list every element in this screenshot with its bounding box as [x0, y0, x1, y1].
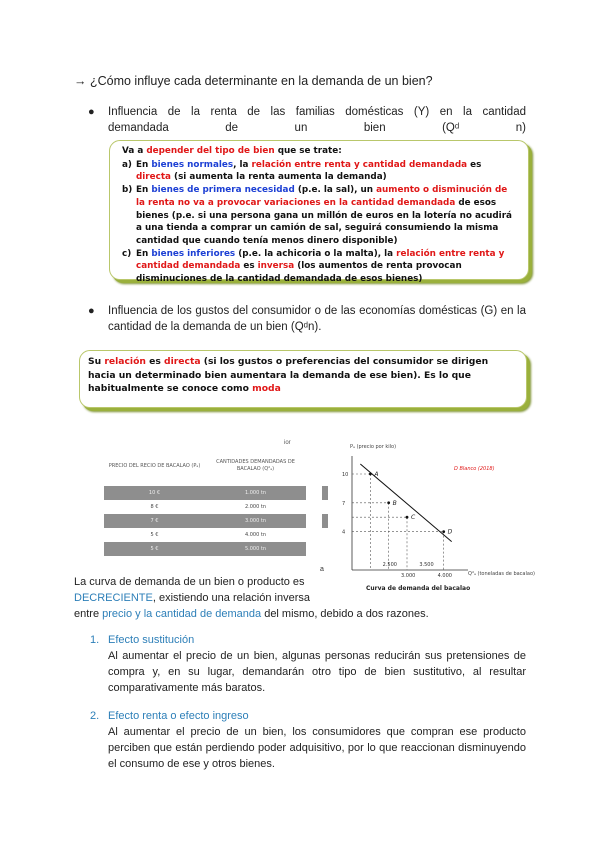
para-line3 — [74, 606, 544, 622]
data-point — [369, 473, 372, 476]
cell: 1.000 tn — [244, 490, 267, 496]
reason-2-title: Efecto renta o efecto ingreso — [108, 710, 249, 722]
para-line2 — [74, 590, 544, 606]
t: En — [136, 248, 152, 259]
t: (p.e. la achicoria o la malta), — [235, 248, 385, 259]
item-label: b) — [122, 185, 133, 196]
point-label: C — [411, 514, 416, 522]
t: Va a — [122, 146, 147, 156]
stray-letter: a — [320, 566, 324, 573]
t: relación entre renta y cantidad demandada — [136, 248, 505, 272]
chart-layer — [342, 464, 453, 579]
list-number: 2. — [90, 710, 100, 722]
reason-1-title: Efecto sustitución — [108, 634, 195, 646]
t: (si aumenta la renta aumenta la demanda) — [170, 172, 387, 183]
list-number: 1. — [90, 634, 100, 646]
cell: 3.000 tn — [244, 518, 267, 524]
cell: 10 € — [148, 490, 161, 496]
point-label: D — [447, 528, 453, 536]
bullet-renta-line2 — [108, 120, 526, 136]
t: es — [145, 356, 165, 367]
t: de esos bienes (p.e. si una persona gana un millón de euros en la lotería no acudirá a una tienda a comprar un camión de sal, seguirá consumiendo la misma cantidad que cuando tenía menos dinero disponible) — [136, 197, 512, 246]
reason-1-text: Al aumentar el precio de un bien, algunas personas reducirán sus pretensiones de compra y, en su lugar, demandarán otro tipo de bien sustitutivo, al resultar comparativamente más baratos. — [108, 650, 526, 694]
cell: 5 € — [150, 546, 159, 552]
t: (los aumentos de renta provocan disminuciones de la cantidad demandada de esos bienes) — [136, 261, 462, 285]
table-header-price: PRECIO DEL RECIO DE BACALAO (Pₐ) — [108, 462, 201, 469]
table-header-quantity: CANTIDADES DEMANDADAS DE BACALAO (Qᵈₐ) — [216, 459, 295, 472]
t: DECRECIENTE — [74, 592, 153, 604]
t: En — [136, 159, 152, 170]
word: demandada — [108, 122, 169, 134]
box1-item-c — [122, 248, 518, 286]
cell: 8 € — [150, 504, 159, 510]
data-point — [406, 516, 409, 519]
t: bienes inferiores — [151, 248, 236, 259]
cell: 5.000 tn — [244, 546, 267, 552]
cell: 4.000 tn — [244, 532, 267, 538]
t: (p.e. la sal), un — [294, 185, 377, 196]
point-label: A — [374, 471, 379, 478]
table-row — [104, 542, 306, 556]
reason-2-text: Al aumentar el precio de un bien, los consumidores que compran ese producto perciben que están perdiendo poder adquisitivo, por lo que reaccionan disminuyendo el consumo de ese y otros bienes. — [108, 726, 526, 770]
t: bienes normales — [151, 159, 234, 170]
y-tick-label: 10 — [342, 472, 349, 478]
bullet-gustos-text: Influencia de los gustos del consumidor o de las economías domésticas (G) en la cantidad de la demanda de un bien (Qᵈn). — [108, 305, 526, 333]
t: moda — [252, 383, 281, 394]
t: es — [240, 261, 258, 272]
bullet-dot-icon: ● — [88, 305, 95, 317]
chart-caption: Curva de demanda del bacalao — [366, 585, 471, 592]
t: bienes de primera necesidad — [151, 185, 295, 196]
word: n) — [515, 122, 526, 134]
bullet-gustos — [88, 303, 526, 335]
t: , la — [233, 159, 252, 170]
item-label: a) — [122, 159, 132, 170]
box1-intro — [122, 145, 518, 158]
word: (Qᵈ — [442, 122, 460, 134]
source-label: D Blanco (2018) — [454, 466, 495, 472]
x-tick-label: 2.500 — [382, 562, 397, 568]
word: bien — [363, 122, 386, 134]
x-tick-label: 4.000 — [437, 573, 452, 579]
t: relación entre renta y cantidad demandada — [251, 159, 468, 170]
x-axis-label: Qᵈₐ (toneladas de bacalao) — [468, 571, 535, 577]
demand-paragraph — [74, 574, 544, 622]
bullet-renta — [88, 104, 526, 136]
y-tick-label: 7 — [342, 500, 346, 507]
box1-item-b — [122, 184, 518, 248]
t: relación — [104, 356, 146, 367]
table-row — [104, 528, 306, 542]
t: (si los gustos o preferencias del consumidor se dirigen hacia un determinado bien aumentara la demanda de ese bien). Es lo que habitualmente se conoce como — [88, 356, 489, 394]
word: un — [294, 122, 308, 134]
x-tick-label: 3.000 — [401, 573, 416, 579]
table-edge-strip — [322, 486, 328, 500]
t: directa — [164, 356, 201, 367]
corner-text: ior — [284, 440, 291, 446]
y-axis-label: Pₐ (precio por kilo) — [350, 444, 397, 450]
data-point — [442, 530, 445, 533]
t: precio y la cantidad de demanda — [102, 608, 262, 620]
table-row — [104, 514, 306, 528]
t: En — [136, 185, 152, 196]
cell: 7 € — [150, 518, 159, 524]
point-label: B — [392, 499, 397, 507]
t: directa — [136, 172, 171, 183]
cell: 2.000 tn — [244, 504, 267, 510]
t: entre — [74, 608, 103, 620]
t: depender del tipo de bien — [146, 146, 275, 156]
renta-callout-box — [109, 140, 529, 285]
y-tick-label: 4 — [342, 529, 346, 536]
price-quantity-table — [104, 446, 306, 556]
word: de — [225, 122, 239, 134]
x-tick-label: 3.500 — [419, 562, 434, 568]
bullet-renta-line1: Influencia de la renta de las familias domésticas (Y) en la cantidad — [108, 106, 526, 118]
gustos-callout-box — [79, 350, 527, 408]
para-line1: La curva de demanda de un bien o producto es — [74, 576, 305, 588]
t: la — [384, 248, 397, 259]
t: inversa — [257, 261, 295, 272]
reason-2 — [90, 708, 526, 772]
t: del mismo, debido a dos razones. — [261, 608, 429, 620]
item-label: c) — [122, 248, 132, 259]
section-heading: → ¿Cómo influye cada determinante en la demanda de un bien? — [74, 74, 433, 88]
bullet-dot-icon: ● — [88, 106, 95, 118]
t: , existiendo una relación inversa — [152, 592, 310, 604]
t: aumento o disminución de la renta no va a provocar variaciones en la cantidad demandada — [136, 185, 508, 208]
box1-item-a — [122, 159, 518, 184]
cell: 5 € — [150, 532, 159, 538]
table-row — [104, 486, 306, 500]
t: es — [467, 159, 482, 170]
data-point — [387, 501, 390, 504]
t: que se trate: — [274, 146, 342, 156]
reason-1 — [90, 632, 526, 696]
table-edge-strip — [322, 514, 328, 528]
table-row — [104, 500, 306, 514]
t: Su — [88, 356, 105, 367]
